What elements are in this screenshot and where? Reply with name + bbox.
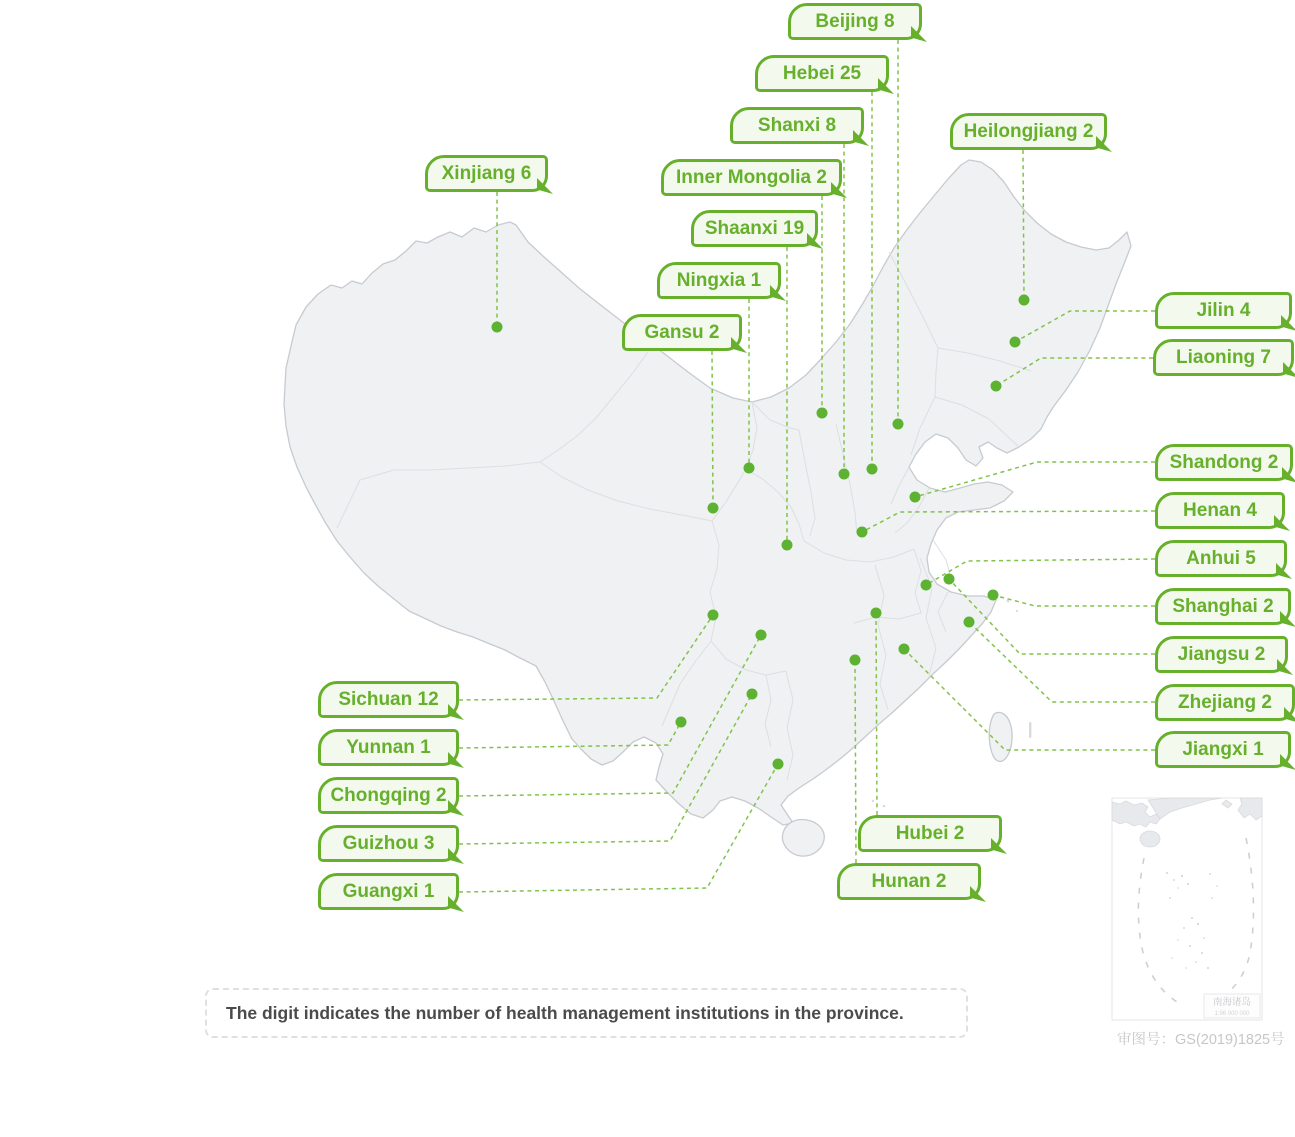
dot-sichuan (708, 610, 719, 621)
dot-guangxi (773, 759, 784, 770)
province-label-hubei: Hubei 2 (858, 815, 1002, 852)
province-label-yunnan: Yunnan 1 (318, 729, 459, 766)
province-label-gansu: Gansu 2 (622, 314, 742, 351)
dot-heilongjiang (1019, 295, 1030, 306)
dot-henan (857, 527, 868, 538)
province-label-jiangxi: Jiangxi 1 (1155, 731, 1291, 768)
connector-anhui (926, 559, 1155, 585)
dot-liaoning (991, 381, 1002, 392)
province-label-jilin: Jilin 4 (1155, 292, 1292, 329)
province-label-sichuan: Sichuan 12 (318, 681, 459, 718)
inset-title: 南海诸岛 (1212, 997, 1252, 1008)
dot-shanghai (988, 590, 999, 601)
dot-jiangxi (899, 644, 910, 655)
province-label-xinjiang: Xinjiang 6 (425, 155, 548, 192)
province-label-henan: Henan 4 (1155, 492, 1285, 529)
dot-hubei (871, 608, 882, 619)
dot-chongqing (756, 630, 767, 641)
dot-gansu (708, 503, 719, 514)
dot-xinjiang (492, 322, 503, 333)
province-label-guizhou: Guizhou 3 (318, 825, 459, 862)
dot-inner-mongolia (817, 408, 828, 419)
province-label-heilongjiang: Heilongjiang 2 (950, 113, 1107, 150)
province-label-inner-mongolia: Inner Mongolia 2 (661, 159, 842, 196)
province-label-ningxia: Ningxia 1 (657, 262, 781, 299)
inset-scale: 1:96 000 000 (1214, 1011, 1250, 1017)
province-label-chongqing: Chongqing 2 (318, 777, 459, 814)
province-label-hebei: Hebei 25 (755, 55, 889, 92)
province-label-guangxi: Guangxi 1 (318, 873, 459, 910)
dot-shanxi (839, 469, 850, 480)
province-label-zhejiang: Zhejiang 2 (1155, 684, 1295, 721)
province-label-beijing: Beijing 8 (788, 3, 922, 40)
south-china-sea-inset (1112, 798, 1262, 1020)
dot-beijing (893, 419, 904, 430)
dot-hebei (867, 464, 878, 475)
dot-shandong (910, 492, 921, 503)
dot-ningxia (744, 463, 755, 474)
dot-anhui (921, 580, 932, 591)
province-label-shaanxi: Shaanxi 19 (691, 210, 818, 247)
dot-shaanxi (782, 540, 793, 551)
dot-hunan (850, 655, 861, 666)
map-credit: 审图号：GS(2019)1825号 (1117, 1032, 1285, 1048)
dot-yunnan (676, 717, 687, 728)
province-label-shanghai: Shanghai 2 (1155, 588, 1291, 625)
hainan-island (782, 820, 824, 857)
caption-box (205, 988, 968, 1038)
dot-guizhou (747, 689, 758, 700)
dot-jilin (1010, 337, 1021, 348)
province-label-anhui: Anhui 5 (1155, 540, 1287, 577)
province-label-liaoning: Liaoning 7 (1153, 339, 1294, 376)
province-label-shandong: Shandong 2 (1155, 444, 1293, 481)
dot-jiangsu (944, 574, 955, 585)
connector-shanghai (993, 595, 1155, 606)
province-label-shanxi: Shanxi 8 (730, 107, 864, 144)
province-label-hunan: Hunan 2 (837, 863, 981, 900)
dot-zhejiang (964, 617, 975, 628)
province-label-jiangsu: Jiangsu 2 (1155, 636, 1288, 673)
connector-zhejiang (969, 622, 1155, 702)
caption-text: The digit indicates the number of health management institutions in the province. (226, 1002, 904, 1023)
